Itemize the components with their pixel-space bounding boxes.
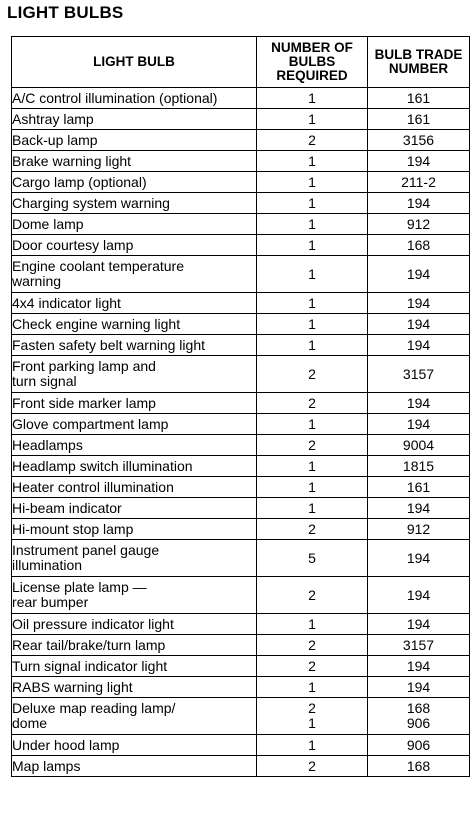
trade-number-cell: 3156: [368, 130, 470, 151]
bulb-name-cell: Under hood lamp: [12, 735, 257, 756]
trade-number-cell: 194: [368, 256, 470, 293]
trade-number-cell: 161: [368, 477, 470, 498]
trade-number-cell: 161: [368, 109, 470, 130]
bulb-name-cell: Deluxe map reading lamp/ dome: [12, 698, 257, 735]
bulb-name-cell: Engine coolant temperature warning: [12, 256, 257, 293]
trade-number-cell: 161: [368, 88, 470, 109]
bulb-name-cell: Back-up lamp: [12, 130, 257, 151]
bulb-count-cell: 1: [257, 414, 368, 435]
table-row: [12, 393, 470, 414]
trade-number-cell: 194: [368, 577, 470, 614]
trade-number-cell: 211-2: [368, 172, 470, 193]
bulb-name-cell: A/C control illumination (optional): [12, 88, 257, 109]
bulb-name-cell: Charging system warning: [12, 193, 257, 214]
page-title: LIGHT BULBS: [7, 3, 124, 22]
table-row: [12, 214, 470, 235]
header-bulb-trade-number: BULB TRADE NUMBER: [368, 37, 470, 88]
header-number-of-bulbs: NUMBER OF BULBS REQUIRED: [257, 37, 368, 88]
bulb-name-cell: Rear tail/brake/turn lamp: [12, 635, 257, 656]
bulb-count-cell: 2: [257, 519, 368, 540]
bulb-count-cell: 1: [257, 172, 368, 193]
table-row: [12, 235, 470, 256]
table-row: [12, 540, 470, 577]
bulb-count-cell: 1: [257, 498, 368, 519]
table-row: [12, 314, 470, 335]
trade-number-cell: 168 906: [368, 698, 470, 735]
bulb-count-cell: 1: [257, 151, 368, 172]
trade-number-cell: 194: [368, 656, 470, 677]
bulb-name-cell: Check engine warning light: [12, 314, 257, 335]
bulb-name-cell: Turn signal indicator light: [12, 656, 257, 677]
bulb-name-cell: Instrument panel gauge illumination: [12, 540, 257, 577]
bulb-name-cell: Front parking lamp and turn signal: [12, 356, 257, 393]
bulb-count-cell: 1: [257, 614, 368, 635]
trade-number-cell: 194: [368, 498, 470, 519]
table-row: [12, 435, 470, 456]
bulb-name-cell: Heater control illumination: [12, 477, 257, 498]
trade-number-cell: 3157: [368, 635, 470, 656]
table-row: [12, 498, 470, 519]
trade-number-cell: 194: [368, 314, 470, 335]
trade-number-cell: 194: [368, 540, 470, 577]
bulb-name-cell: Door courtesy lamp: [12, 235, 257, 256]
trade-number-cell: 194: [368, 193, 470, 214]
trade-number-cell: 1815: [368, 456, 470, 477]
bulb-name-cell: Oil pressure indicator light: [12, 614, 257, 635]
bulb-count-cell: 1: [257, 735, 368, 756]
table-row: [12, 656, 470, 677]
bulb-count-cell: 1: [257, 314, 368, 335]
bulb-count-cell: 1: [257, 677, 368, 698]
bulb-name-cell: Cargo lamp (optional): [12, 172, 257, 193]
bulb-count-cell: 1: [257, 88, 368, 109]
bulb-count-cell: 1: [257, 456, 368, 477]
trade-number-cell: 194: [368, 677, 470, 698]
table-row: [12, 614, 470, 635]
table-row: [12, 677, 470, 698]
table-row: [12, 735, 470, 756]
table-row: [12, 577, 470, 614]
bulb-count-cell: 2 1: [257, 698, 368, 735]
bulb-count-cell: 2: [257, 756, 368, 777]
trade-number-cell: 168: [368, 235, 470, 256]
bulb-count-cell: 2: [257, 435, 368, 456]
bulb-count-cell: 1: [257, 335, 368, 356]
table-row: [12, 456, 470, 477]
bulb-name-cell: Hi-mount stop lamp: [12, 519, 257, 540]
trade-number-cell: 912: [368, 519, 470, 540]
bulb-name-cell: Glove compartment lamp: [12, 414, 257, 435]
bulb-count-cell: 2: [257, 656, 368, 677]
table-row: [12, 356, 470, 393]
bulb-name-cell: Headlamp switch illumination: [12, 456, 257, 477]
bulb-count-cell: 1: [257, 235, 368, 256]
table-row: [12, 477, 470, 498]
bulb-count-cell: 2: [257, 130, 368, 151]
light-bulbs-table: [11, 36, 470, 777]
trade-number-cell: 906: [368, 735, 470, 756]
trade-number-cell: 912: [368, 214, 470, 235]
table-row: [12, 130, 470, 151]
bulb-count-cell: 2: [257, 356, 368, 393]
table-row: [12, 414, 470, 435]
table-row: [12, 698, 470, 735]
table-row: [12, 109, 470, 130]
bulb-name-cell: Dome lamp: [12, 214, 257, 235]
bulb-name-cell: Ashtray lamp: [12, 109, 257, 130]
table-row: [12, 256, 470, 293]
table-row: [12, 519, 470, 540]
bulb-name-cell: License plate lamp — rear bumper: [12, 577, 257, 614]
bulb-count-cell: 1: [257, 293, 368, 314]
trade-number-cell: 194: [368, 414, 470, 435]
bulb-name-cell: 4x4 indicator light: [12, 293, 257, 314]
trade-number-cell: 194: [368, 335, 470, 356]
table-row: [12, 172, 470, 193]
trade-number-cell: 168: [368, 756, 470, 777]
table-row: [12, 293, 470, 314]
trade-number-cell: 194: [368, 293, 470, 314]
trade-number-cell: 194: [368, 393, 470, 414]
trade-number-cell: 9004: [368, 435, 470, 456]
table-row: [12, 335, 470, 356]
bulb-name-cell: RABS warning light: [12, 677, 257, 698]
table-row: [12, 151, 470, 172]
header-light-bulb: LIGHT BULB: [12, 37, 257, 88]
bulb-name-cell: Hi-beam indicator: [12, 498, 257, 519]
table-body: [12, 88, 470, 777]
bulb-name-cell: Headlamps: [12, 435, 257, 456]
bulb-count-cell: 1: [257, 214, 368, 235]
table-row: [12, 88, 470, 109]
bulb-name-cell: Map lamps: [12, 756, 257, 777]
table-header-row: [12, 37, 470, 88]
bulb-count-cell: 2: [257, 635, 368, 656]
trade-number-cell: 194: [368, 614, 470, 635]
bulb-count-cell: 1: [257, 109, 368, 130]
bulb-count-cell: 2: [257, 393, 368, 414]
bulb-name-cell: Front side marker lamp: [12, 393, 257, 414]
bulb-count-cell: 1: [257, 477, 368, 498]
bulb-name-cell: Fasten safety belt warning light: [12, 335, 257, 356]
table-row: [12, 635, 470, 656]
table-row: [12, 193, 470, 214]
bulb-count-cell: 1: [257, 256, 368, 293]
bulb-count-cell: 2: [257, 577, 368, 614]
table-row: [12, 756, 470, 777]
trade-number-cell: 3157: [368, 356, 470, 393]
bulb-count-cell: 1: [257, 193, 368, 214]
trade-number-cell: 194: [368, 151, 470, 172]
bulb-count-cell: 5: [257, 540, 368, 577]
bulb-name-cell: Brake warning light: [12, 151, 257, 172]
